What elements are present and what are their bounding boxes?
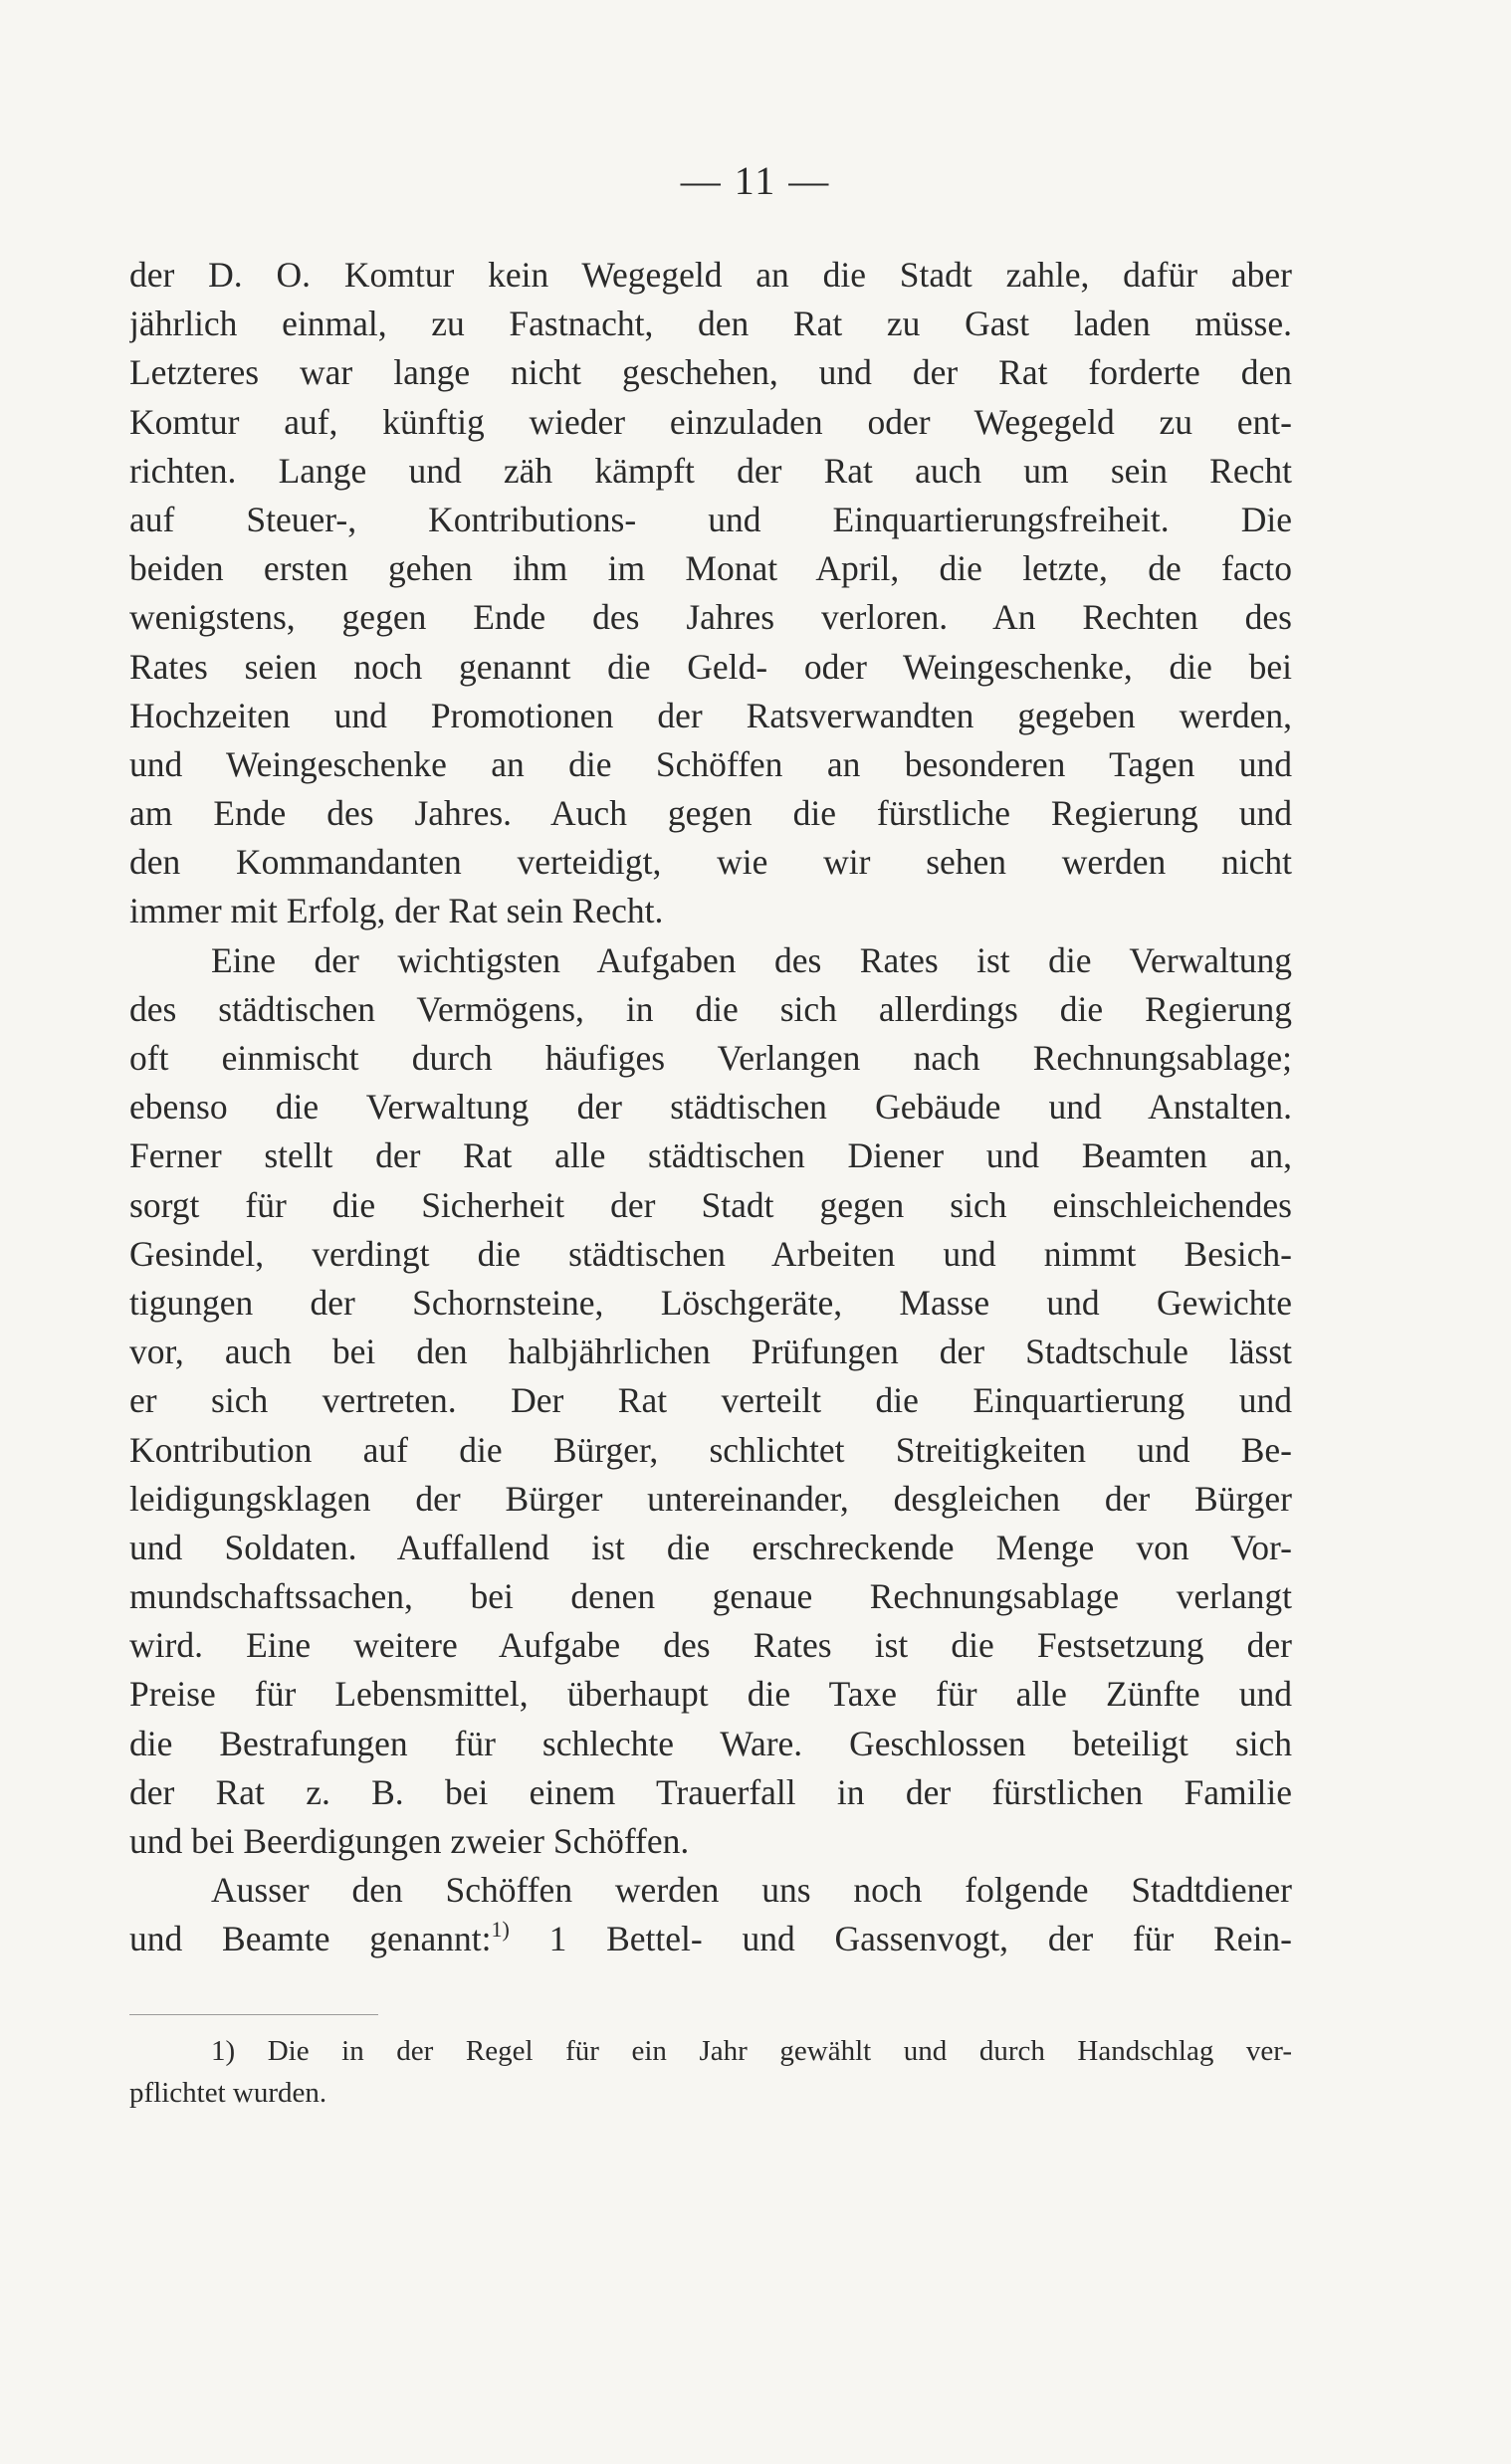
paragraph — [129, 936, 1292, 1867]
text-line: und Soldaten. Auffallend ist die erschreckende Menge von Vor- — [129, 1527, 1292, 1567]
text-line: Ausser den Schöffen werden uns noch folgende Stadtdiener — [211, 1870, 1292, 1911]
text-line: beiden ersten gehen ihm im Monat April, die letzte, de facto — [129, 548, 1292, 589]
body-text — [129, 251, 1292, 1964]
text-line: und bei Beerdigungen zweier Schöffen. — [129, 1821, 690, 1861]
text-line: Komtur auf, künftig wieder einzuladen oder Wegegeld zu ent- — [129, 401, 1292, 442]
text-line: die Bestrafungen für schlechte Ware. Geschlossen beteiligt sich — [129, 1723, 1292, 1763]
text-line: richten. Lange und zäh kämpft der Rat auch um sein Recht — [129, 450, 1292, 491]
text-line: der Rat z. B. bei einem Trauerfall in der fürstlichen Familie — [129, 1771, 1292, 1812]
text-line: Letzteres war lange nicht geschehen, und der Rat forderte den — [129, 352, 1292, 393]
text-line: tigungen der Schornsteine, Löschgeräte, Masse und Gewichte — [129, 1282, 1292, 1323]
text-line: des städtischen Vermögens, in die sich allerdings die Regierung — [129, 988, 1292, 1029]
text-segment: 1 Bettel- und Gassenvogt, der für Rein- — [509, 1919, 1292, 1959]
text-segment: und Beamte genannt: — [129, 1919, 492, 1959]
text-line: er sich vertreten. Der Rat verteilt die Einquartierung und — [129, 1380, 1292, 1421]
text-line: wird. Eine weitere Aufgabe des Rates ist die Festsetzung der — [129, 1625, 1292, 1666]
text-line: oft einmischt durch häufiges Verlangen nach Rechnungsablage; — [129, 1038, 1292, 1078]
text-line: immer mit Erfolg, der Rat sein Recht. — [129, 891, 664, 931]
text-line: und Weingeschenke an die Schöffen an besonderen Tagen und — [129, 743, 1292, 784]
text-line — [129, 1915, 1292, 1963]
footnote-line: pflichtet wurden. — [129, 2077, 327, 2109]
footnote-reference[interactable]: 1) — [491, 1917, 510, 1943]
text-line: Ferner stellt der Rat alle städtischen Diener und Beamten an, — [129, 1135, 1292, 1176]
text-line: Gesindel, verdingt die städtischen Arbeiten und nimmt Besich- — [129, 1233, 1292, 1274]
text-line: am Ende des Jahres. Auch gegen die fürstliche Regierung und — [129, 793, 1292, 834]
footnote-line: 1) Die in der Regel für ein Jahr gewählt und durch Handschlag ver- — [211, 2035, 1292, 2067]
text-line: ebenso die Verwaltung der städtischen Gebäude und Anstalten. — [129, 1087, 1292, 1128]
text-line: Kontribution auf die Bürger, schlichtet Streitigkeiten und Be- — [129, 1429, 1292, 1470]
text-line: Rates seien noch genannt die Geld- oder Weingeschenke, die bei — [129, 646, 1292, 687]
text-line: auf Steuer-, Kontributions- und Einquartierungsfreiheit. Die — [129, 499, 1292, 539]
footnote-divider — [129, 2014, 378, 2015]
page-number: — 11 — — [680, 158, 831, 203]
text-line: wenigstens, gegen Ende des Jahres verloren. An Rechten des — [129, 597, 1292, 638]
text-line: Eine der wichtigsten Aufgaben des Rates ist die Verwaltung — [211, 939, 1292, 980]
text-line: leidigungsklagen der Bürger untereinander, desgleichen der Bürger — [129, 1478, 1292, 1519]
text-line: den Kommandanten verteidigt, wie wir sehen werden nicht — [129, 842, 1292, 883]
footnotes — [129, 2030, 1292, 2114]
text-line: der D. O. Komtur kein Wegegeld an die Stadt zahle, dafür aber — [129, 255, 1292, 295]
paragraph — [129, 251, 1292, 936]
text-line: jährlich einmal, zu Fastnacht, den Rat zu Gast laden müsse. — [129, 304, 1292, 344]
text-line: mundschaftssachen, bei denen genaue Rechnungsablage verlangt — [129, 1576, 1292, 1617]
text-line: vor, auch bei den halbjährlichen Prüfungen der Stadtschule lässt — [129, 1332, 1292, 1372]
text-line: sorgt für die Sicherheit der Stadt gegen sich einschleichendes — [129, 1184, 1292, 1225]
text-line: Preise für Lebensmittel, überhaupt die Taxe für alle Zünfte und — [129, 1674, 1292, 1715]
paragraph — [129, 1866, 1292, 1963]
text-line: Hochzeiten und Promotionen der Ratsverwandten gegeben werden, — [129, 695, 1292, 735]
